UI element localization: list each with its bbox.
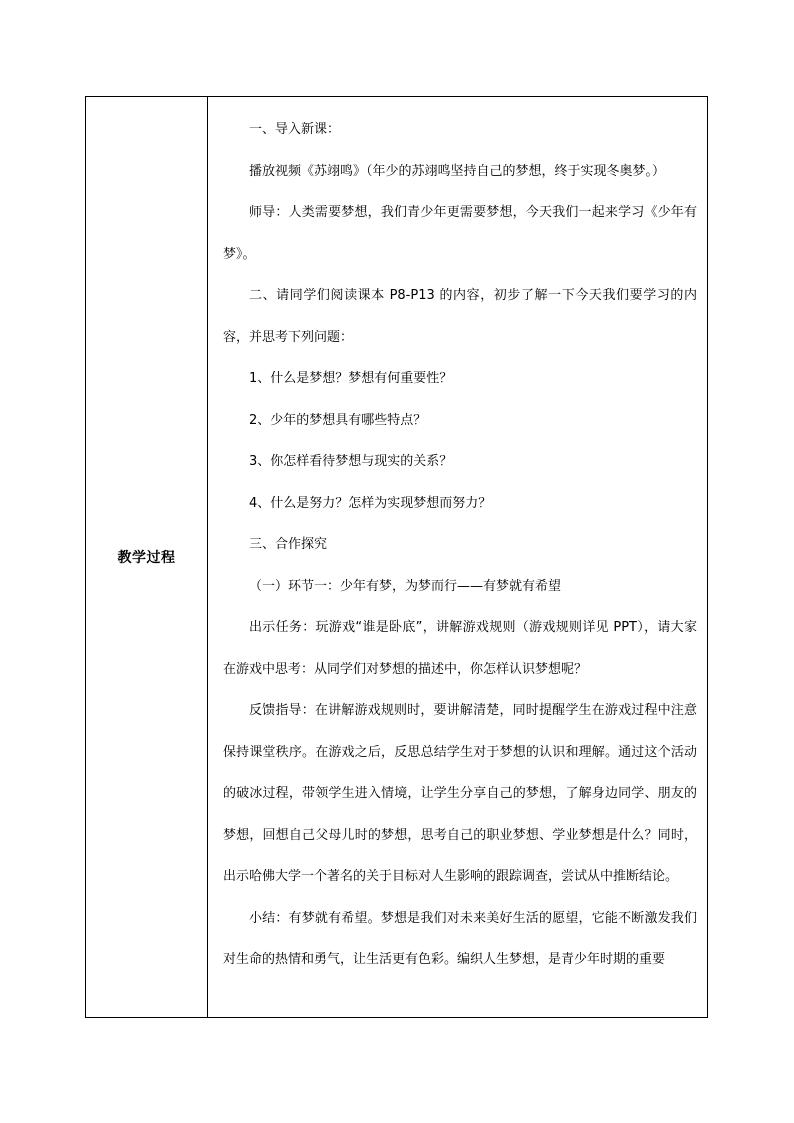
table-row: [86, 97, 708, 1018]
paragraph-teacher-guide: 师导：人类需要梦想，我们青少年更需要梦想，今天我们一起来学习《少年有梦》。: [223, 205, 697, 262]
paragraph-task: 出示任务：玩游戏“谁是卧底”，讲解游戏规则（游戏规则详见 PPT），请大家在游戏中思考：从同学们对梦想的描述中，你怎样认识梦想呢？: [223, 620, 697, 677]
section-content: [223, 109, 697, 981]
paragraph-question-4: 4、什么是努力？怎样为实现梦想而努力？: [249, 495, 492, 511]
paragraph-feedback: 反馈指导：在讲解游戏规则时，要讲解清楚，同时提醒学生在游戏过程中注意保持课堂秩序。在游戏之后，反思总结学生对于梦想的认识和理解。通过这个活动的破冰过程，带领学生进入情境，让学生分享自己的梦想，了解身边同学、朋友的梦想，回想自己父母儿时的梦想，思考自己的职业梦想、学业梦想是什么？同时，出示哈佛大学一个著名的关于目标对人生影响的跟踪调查，尝试从中推断结论。: [223, 703, 697, 884]
paragraph-video: 播放视频《苏翊鸣》（年少的苏翊鸣坚持自己的梦想，终于实现冬奥梦。）: [249, 163, 666, 179]
paragraph-step-one: （一）环节一：少年有梦，为梦而行——有梦就有希望: [249, 578, 562, 594]
paragraph-summary: 小结：有梦就有希望。梦想是我们对未来美好生活的愿望，它能不断激发我们对生命的热情和勇气，让生活更有色彩。编织人生梦想，是青少年时期的重要: [223, 910, 697, 967]
section-label-cell: [86, 97, 208, 1018]
paragraph-intro-heading: 一、导入新课：: [249, 122, 341, 137]
paragraph-question-2: 2、少年的梦想具有哪些特点？: [249, 412, 427, 428]
paragraph-explore-heading: 三、合作探究: [249, 537, 328, 552]
paragraph-question-3: 3、你怎样看待梦想与现实的关系？: [249, 454, 453, 469]
section-label: 教学过程: [117, 550, 176, 566]
paragraph-question-1: 1、什么是梦想？梦想有何重要性？: [249, 371, 453, 386]
section-content-cell: [208, 97, 708, 1018]
lesson-plan-table: [85, 96, 708, 1018]
paragraph-reading-task: 二、请同学们阅读课本 P8-P13 的内容，初步了解一下今天我们要学习的内容，并思考下列问题：: [223, 288, 697, 345]
